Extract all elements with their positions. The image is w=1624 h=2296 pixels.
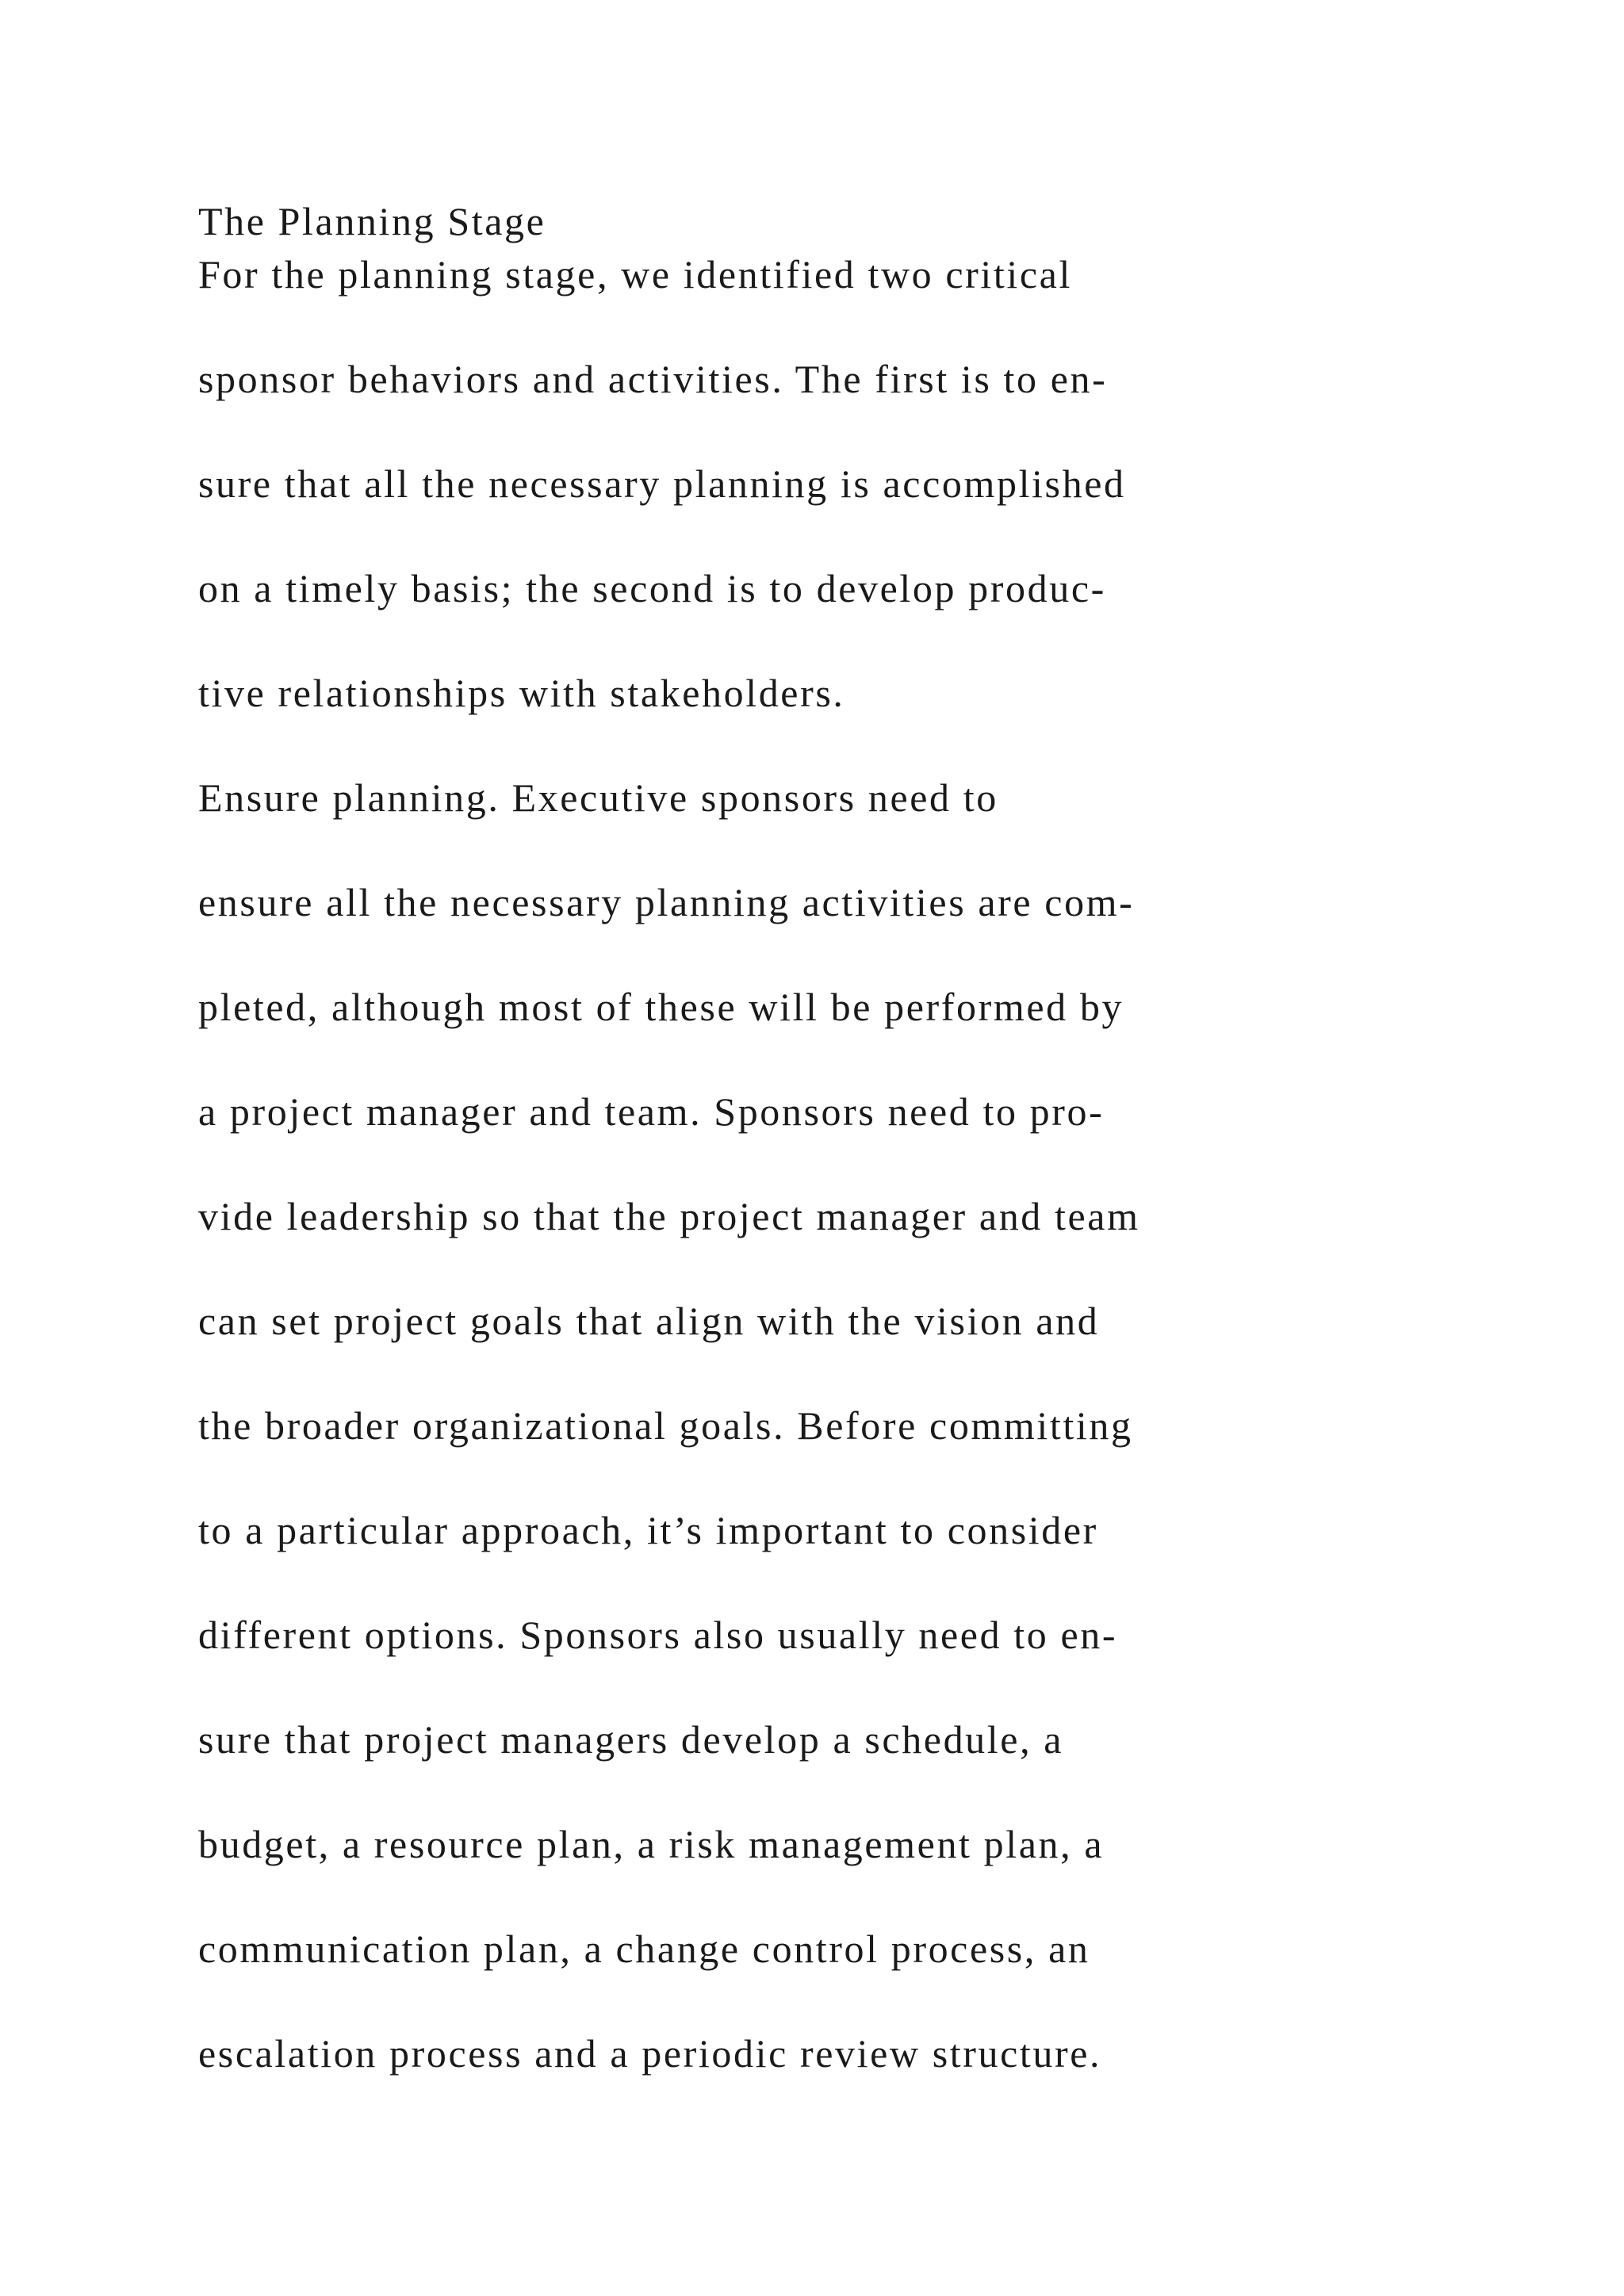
text-line: vide leadership so that the project manager and team <box>198 1194 1140 1238</box>
text-line: Ensure planning. Executive sponsors need to <box>198 775 998 820</box>
text-line: communication plan, a change control process, an <box>198 1927 1090 1971</box>
text-line: budget, a resource plan, a risk management plan, a <box>198 1822 1105 1866</box>
text-line: the broader organizational goals. Before committing <box>198 1403 1133 1448</box>
text-line: sponsor behaviors and activities. The first is to en- <box>198 357 1108 401</box>
paragraph-lines <box>198 248 1140 2132</box>
text-line: sure that project managers develop a schedule, a <box>198 1717 1064 1762</box>
text-line: For the planning stage, we identified two critical <box>198 252 1072 297</box>
text-line: tive relationships with stakeholders. <box>198 671 845 715</box>
text-line: ensure all the necessary planning activities are com- <box>198 880 1135 924</box>
text-line: to a particular approach, it’s important to consider <box>198 1508 1098 1552</box>
section-heading: The Planning Stage <box>198 199 546 243</box>
text-line: can set project goals that align with the vision and <box>198 1299 1100 1343</box>
text-line: different options. Sponsors also usually need to en- <box>198 1613 1118 1657</box>
text-line: on a timely basis; the second is to develop produc- <box>198 566 1106 610</box>
text-line: a project manager and team. Sponsors need to pro- <box>198 1089 1105 1134</box>
text-line: pleted, although most of these will be performed by <box>198 985 1124 1029</box>
text-line: escalation process and a periodic review structure. <box>198 2031 1102 2076</box>
text-line: sure that all the necessary planning is accomplished <box>198 461 1126 506</box>
